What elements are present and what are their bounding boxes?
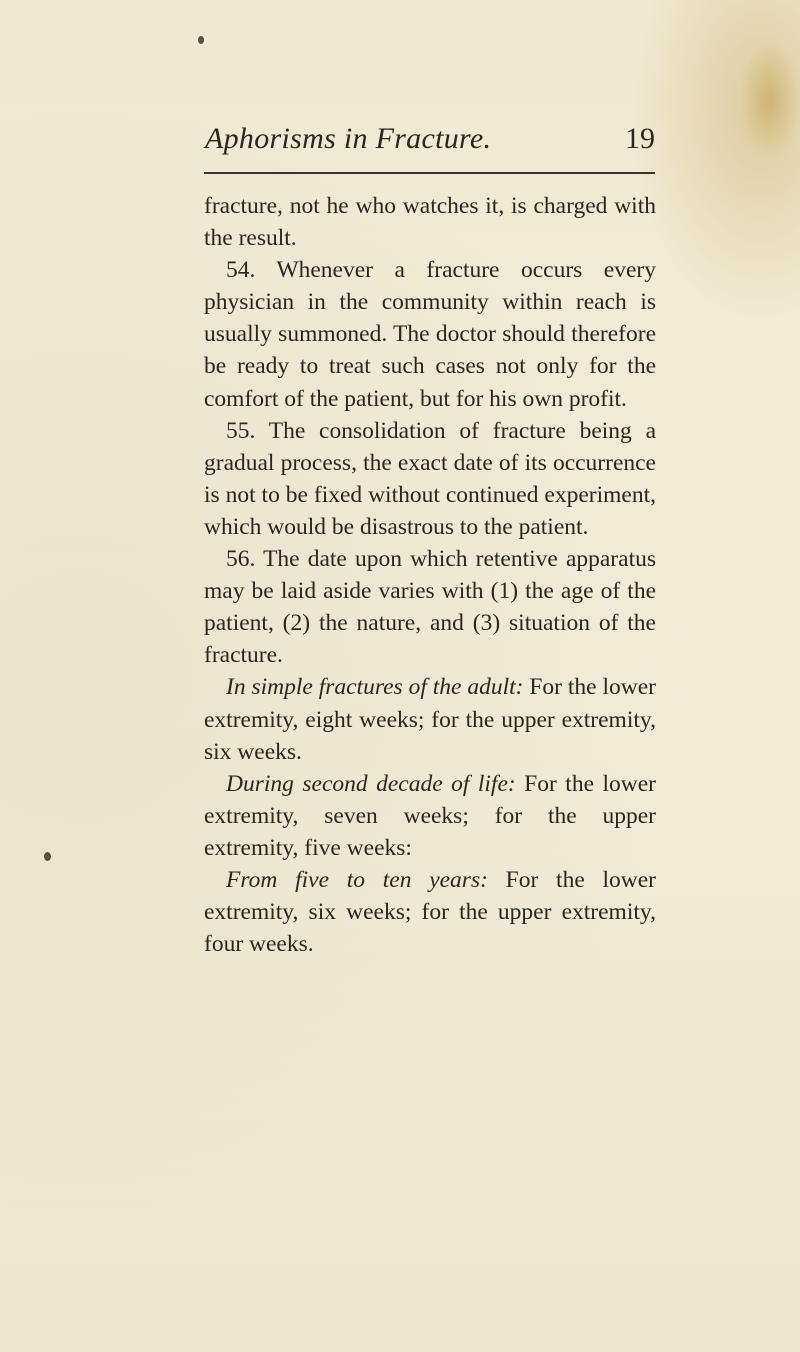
running-title: Aphorisms in Fracture. [205,122,492,155]
paragraph-continuation: fracture, not he who watches it, is charged with the result. [204,193,656,252]
paragraph-second-decade [204,768,656,864]
body-text [204,190,656,960]
five-to-ten-label: From five to ten years: [226,866,488,893]
ink-speck [198,36,204,44]
page-number: 19 [625,122,655,155]
ink-speck [44,852,51,861]
page-stain [740,40,800,160]
paragraph-56: 56. The date upon which retentive apparatus may be laid aside varies with (1) the age of the patient, (2) the nature, and (3) situation of the fracture. [204,546,656,669]
simple-fractures-label: In simple fractures of the adult: [226,674,524,701]
header-rule [204,172,655,174]
paragraph-54: 54. Whenever a fracture occurs every physician in the community within reach is usually summoned. The doctor should therefore be ready to treat such cases not only for the comfort of the patient, but for his own profit. [204,257,656,412]
second-decade-text: For the lower extremity, seven weeks; for the upper extremity, five weeks: [204,770,656,861]
paragraph-five-to-ten [204,864,656,960]
five-to-ten-text: For the lower extremity, six weeks; for the upper extremity, four weeks. [204,866,656,958]
paragraph-55: 55. The consolidation of fracture being a gradual process, the exact date of its occurrence is not to be fixed without continued experiment, which would be disastrous to the patient. [204,417,656,540]
second-decade-label: During second decade of life: [226,770,516,797]
running-head [205,122,655,166]
paragraph-simple-fractures [204,671,656,767]
simple-fractures-text: For the lower extremity, eight weeks; for the upper extremity, six weeks. [204,674,656,765]
